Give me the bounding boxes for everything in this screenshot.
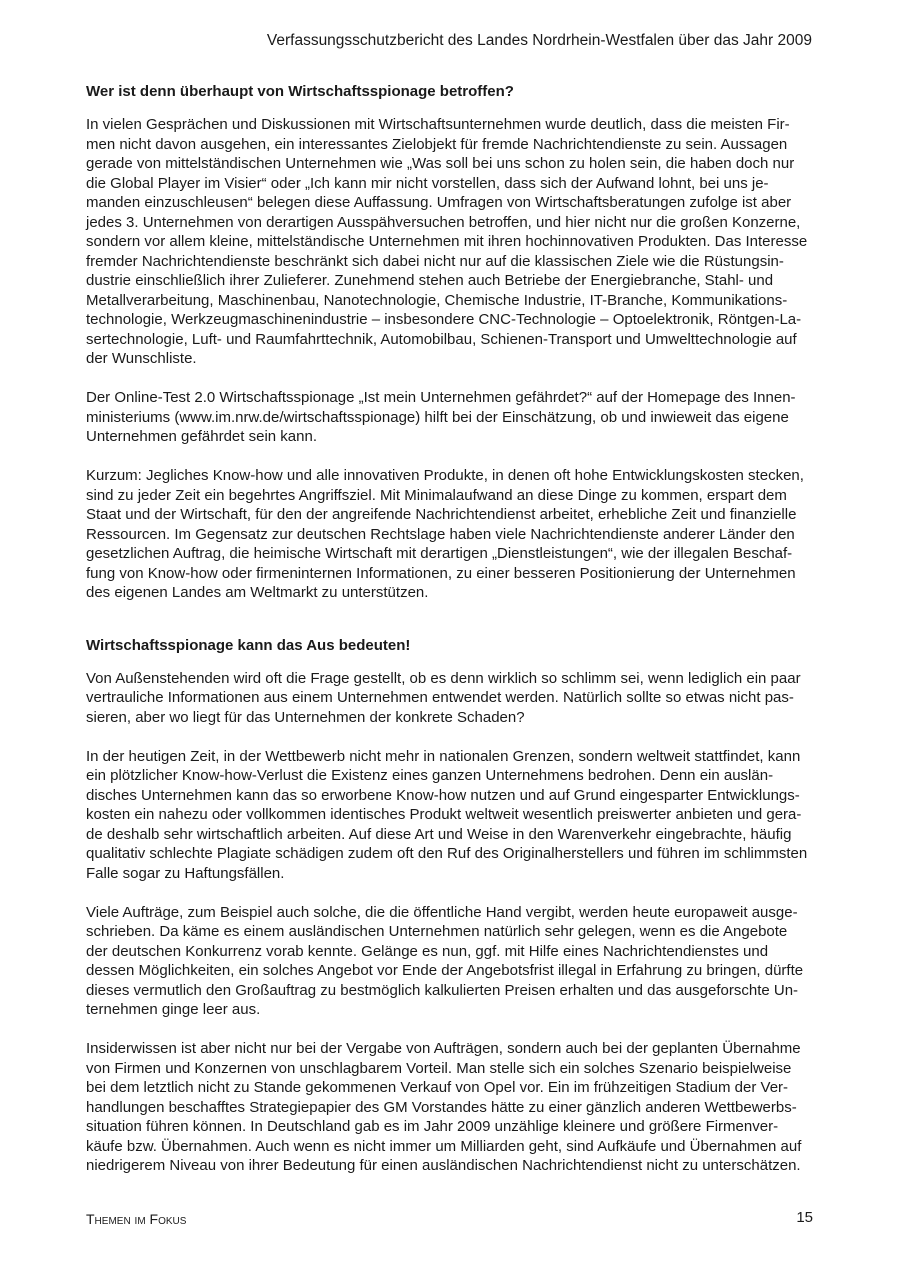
section-consequences bbox=[86, 635, 813, 1176]
paragraph: Kurzum: Jegliches Know-how und alle innovativen Produkte, in denen oft hohe Entwicklungskosten stecken, sind zu jeder Zeit ein begehrtes Angriffsziel. Mit Minimalaufwand an diese Dinge zu kommen, erspart dem Staat und der Wirtschaft, für den der angreifende Nachrichtendienst arbeitet, erhebliche Zeit und finanzielle Ressourcen. Im Gegensatz zur deutschen Rechtslage haben viele Nachrichtendienste anderer Länder den gesetzlichen Auftrag, die heimische Wirtschaft mit derartigen „Dienstleistungen“, wie der illegalen Beschaf- fung von Know-how oder firmeninternen Informationen, zu einer besseren Positionierung der Unternehmen des eigenen Landes am Weltmarkt zu unterstützen. bbox=[86, 467, 804, 601]
paragraph: Viele Aufträge, zum Beispiel auch solche, die die öffentliche Hand vergibt, werden heute europaweit ausge- schrieben. Da käme es einem ausländischen Unternehmen natürlich sehr gelegen, wenn es die Angebote der deutschen Konkurrenz vorab kennte. Gelänge es nun, ggf. mit Hilfe eines Nachrichtendienstes und dessen Möglichkeiten, ein solches Angebot vor Ende der Angebotsfrist illegal in Erfahrung zu bringen, dürfte dieses vermutlich den Großauftrag zu bestmöglich kalkulierten Preisen erhalten und das ausgeforschte Un- ternehmen ginge leer aus. bbox=[86, 903, 804, 1018]
paragraph: In der heutigen Zeit, in der Wettbewerb nicht mehr in nationalen Grenzen, sondern weltweit stattfindet, kann ein plötzlicher Know-how-Verlust die Existenz eines ganzen Unternehmens bedrohen. Denn ein auslän- disches Unternehmen kann das so erworbene Know-how nutzen und auf Grund eingesparter Entwicklungs- kosten ein nahezu oder vollkommen identisches Produkt weltweit wesentlich preiswerter anbieten und gera- de deshalb sehr wirtschaftlich arbeiten. Auf diese Art und Weise in den Warenverkehr eingebrachte, häufig qualitativ schlechte Plagiate schädigen zudem oft den Ruf des Originalherstellers und führen im schlimmsten Falle sogar zu Haftungsfällen. bbox=[86, 747, 808, 882]
paragraph: In vielen Gesprächen und Diskussionen mit Wirtschaftsunternehmen wurde deutlich, dass die meisten Fir- men nicht davon ausgehen, ein interessantes Zielobjekt für fremde Nachrichtendienste zu sein. Aussagen gerade von mittelständischen Unternehmen wie „Was soll bei uns schon zu holen sein, die haben doch nur die Global Player im Visier“ oder „Ich kann mir nicht vorstellen, dass sich der Aufwand lohnt, bei uns je- manden einzuschleusen“ belegen diese Auffassung. Umfragen von Wirtschaftsberatungen zufolge ist aber jedes 3. Unternehmen von derartigen Ausspähversuchen betroffen, und hier nicht nur die großen Konzerne, sondern vor allem kleine, mittelständische Unternehmen mit ihren hochinnovativen Produkten. Das Interesse fremder Nachrichtendienste beschränkt sich dabei nicht nur auf die klassischen Ziele wie die Rüstungsin- dustrie einschließlich ihrer Zulieferer. Zunehmend stehen auch Betriebe der Energiebranche, Stahl- und Metallverarbeitung, Maschinenbau, Nanotechnologie, Chemische Industrie, IT-Branche, Kommunikations- technologie, Werkzeugmaschinenindustrie – insbesondere CNC-Technologie – Optoelektronik, Röntgen-La- sertechnologie, Luft- und Raumfahrttechnik, Automobilbau, Schienen-Transport und Umwelttechnologie auf der Wunschliste. bbox=[86, 116, 808, 367]
page-number: 15 bbox=[796, 1209, 813, 1226]
page-body bbox=[86, 81, 813, 1176]
section-affected-companies bbox=[86, 81, 813, 603]
running-header: Verfassungsschutzbericht des Landes Nordrhein-Westfalen über das Jahr 2009 bbox=[266, 32, 812, 49]
paragraph: Der Online-Test 2.0 Wirtschaftsspionage „Ist mein Unternehmen gefährdet?“ auf der Homepage des Innen- ministeriums (www.im.nrw.de/wirtschaftsspionage) hilft bei der Einschätzung, ob und inwieweit das eigene Unternehmen gefährdet sein kann. bbox=[86, 389, 796, 445]
section-heading: Wer ist denn überhaupt von Wirtschaftsspionage betroffen? bbox=[86, 83, 514, 100]
section-heading: Wirtschaftsspionage kann das Aus bedeuten! bbox=[86, 636, 411, 654]
paragraph: Von Außenstehenden wird oft die Frage gestellt, ob es denn wirklich so schlimm sei, wenn lediglich ein paar vertrauliche Informationen aus einem Unternehmen entwendet werden. Natürlich sollte so etwas nicht pas- sieren, aber wo liegt für das Unternehmen der konkrete Schaden? bbox=[86, 669, 801, 726]
paragraph: Insiderwissen ist aber nicht nur bei der Vergabe von Aufträgen, sondern auch bei der geplanten Übernahme von Firmen und Konzernen von unschlagbarem Vorteil. Man stelle sich ein solches Szenario beispielweise bei dem letztlich nicht zu Stande gekommenen Verkauf von Opel vor. Ein im frühzeitigen Stadium der Ver- handlungen beschafftes Strategiepapier des GM Vorstandes hätte zu einer gänzlich anderen Wettbewerbs- situation führen können. In Deutschland gab es im Jahr 2009 unzählige kleinere und größere Firmenver- käufe bzw. Übernahmen. Auch wenn es nicht immer um Milliarden geht, sind Aufkäufe und Übernahmen auf niedrigerem Niveau von ihrer Bedeutung für einen ausländischen Nachrichtendienst nicht zu unterschätzen. bbox=[86, 1040, 802, 1174]
footer-section-label: Themen im Fokus bbox=[86, 1211, 187, 1227]
